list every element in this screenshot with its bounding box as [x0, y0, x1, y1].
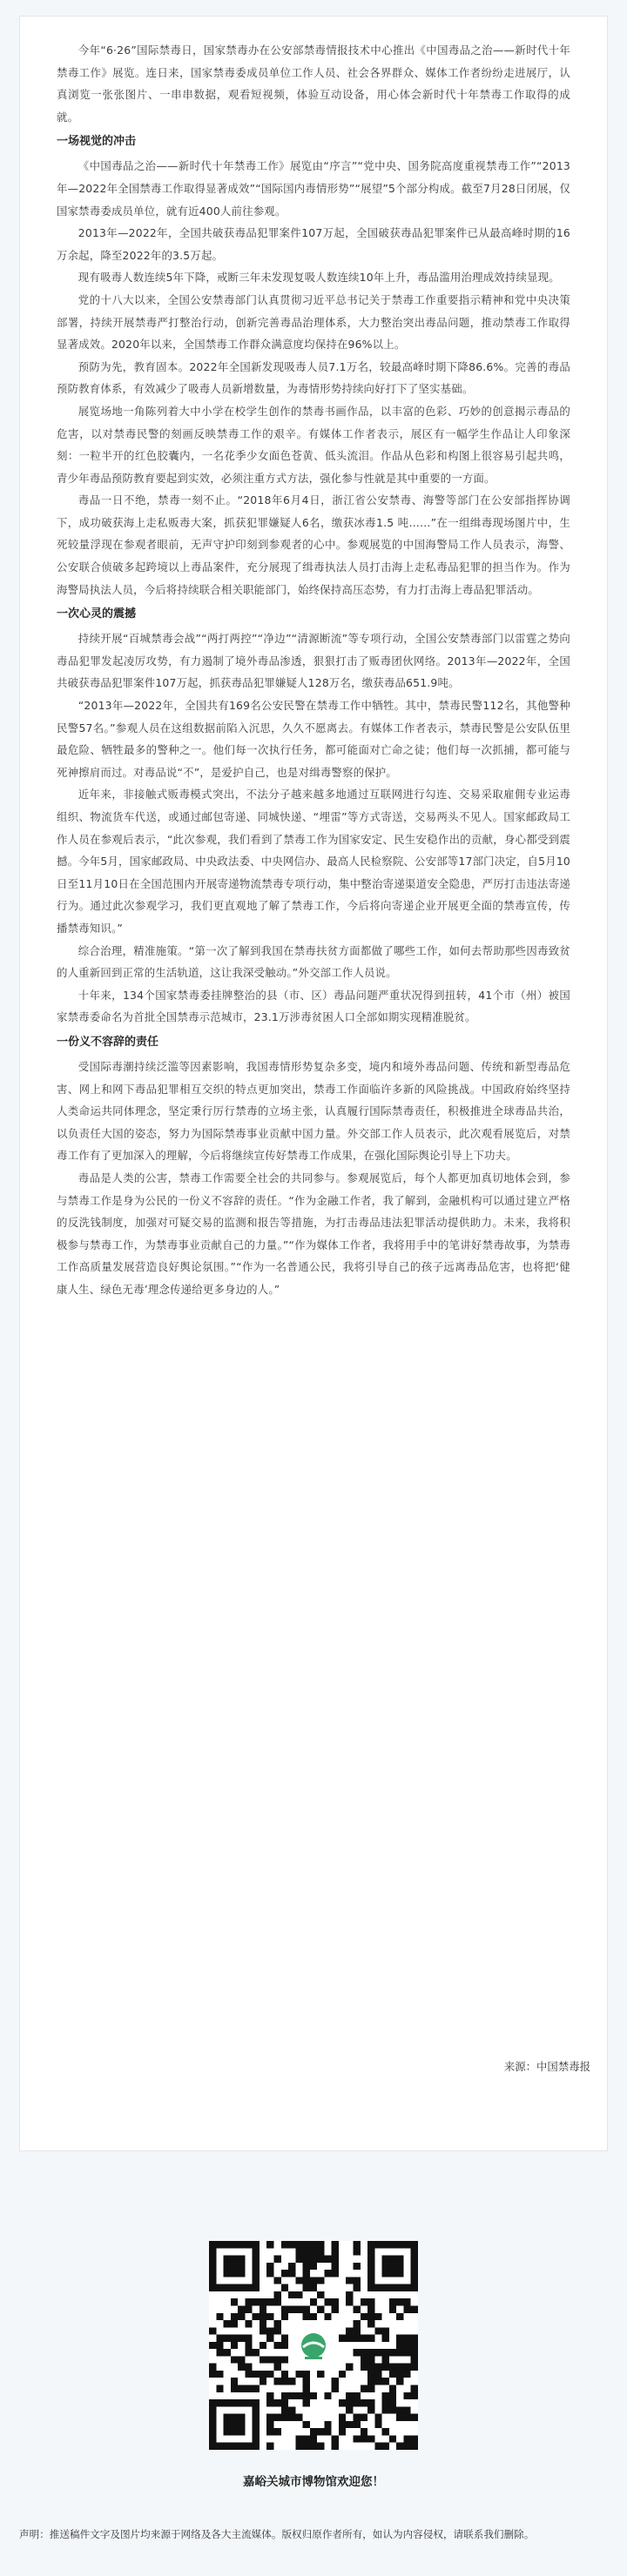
- museum-logo: [293, 2324, 334, 2366]
- article-paragraph: 综合治理，精准施策。“第一次了解到我国在禁毒扶贫方面都做了哪些工作，如何去帮助那些因毒致贫的人重新回到正常的生活轨道，这让我深受触动。”外交部工作人员说。: [57, 943, 570, 980]
- article-paragraph: 十年来，134个国家禁毒委挂牌整治的县（市、区）毒品问题严重状况得到扭转，41个市（州）被国家禁毒委命名为首批全国禁毒示范城市，23.1万涉毒贫困人口全部如期实现精准脱贫。: [57, 988, 570, 1024]
- article-paragraph: 《中国毒品之治——新时代十年禁毒工作》展览由“序言”“党中央、国务院高度重视禁毒工作”“2013年—2022年全国禁毒工作取得显著成效”“国际国内毒情形势”“展望”5个部分构成。截至7月28日闭展，仅国家禁毒委成员单位，就有近400人前往参观。: [57, 159, 570, 218]
- article-paragraph: 党的十八大以来，全国公安禁毒部门认真贯彻习近平总书记关于禁毒工作重要指示精神和党中央决策部署，持续开展禁毒严打整治行动，创新完善毒品治理体系，大力整治突出毒品问题，推动禁毒工作取得显著成效。2020年以来，全国禁毒工作群众满意度均保持在96%以上。: [57, 292, 570, 352]
- article-paragraph: 近年来，非接触式贩毒模式突出，不法分子越来越多地通过互联网进行勾连、交易采取雇佣专业运毒组织、物流货车代送，或通过邮包寄递、同城快递、“埋雷”等方式寄送，交易两头不见人。国家邮政局工作人员在参观后表示，“此次参观，我们看到了禁毒工作为国家安定、民生安稳作出的贡献，身心都受到震撼。今年5月，国家邮政局、中央政法委、中央网信办、最高人民检察院、公安部等17部门决定，自5月10日至11月10日在全国范围内开展寄递物流禁毒专项行动，集中整治寄递渠道安全隐患，严厉打击违法寄递行为。通过此次参观学习，我们更直观地了解了禁毒工作，今后将向寄递企业开展更全面的禁毒宣传，传播禁毒知识。”: [57, 788, 570, 935]
- article-paragraph: 今年“6·26”国际禁毒日，国家禁毒办在公安部禁毒情报技术中心推出《中国毒品之治——新时代十年禁毒工作》展览。连日来，国家禁毒委成员单位工作人员、社会各界群众、媒体工作者纷纷走进展厅，认真浏览一张张图片、一串串数据，观看短视频，体验互动设备，用心体会新时代十年禁毒工作取得的成就。: [57, 44, 570, 124]
- article-paragraph: “2013年—2022年，全国共有169名公安民警在禁毒工作中牺牲。其中，禁毒民警112名，其他警种民警57名。”参观人员在这组数据前陷入沉思，久久不愿离去。有媒体工作者表示，禁毒民警是公安队伍里最危险、牺牲最多的警种之一。他们每一次执行任务，都可能面对亡命之徒；他们每一次抓捕，都可能与死神擦肩而过。对毒品说“不”，是爱护自己，也是对缉毒警察的保护。: [57, 699, 570, 779]
- article-paragraph: 展览场地一角陈列着大中小学在校学生创作的禁毒书画作品，以丰富的色彩、巧妙的创意揭示毒品的危害，以对禁毒民警的刻画反映禁毒工作的艰辛。有媒体工作者表示，展区有一幅学生作品让人印象深刻：一粒半开的红色胶囊内，一名花季少女面色苍黄、低头流泪。作品从色彩和构图上很容易引起共鸣，青少年毒品预防教育要起到实效，必须注重方式方法，强化参与性就是其中重要的一方面。: [57, 404, 570, 485]
- section-heading: 一场视觉的冲击: [57, 135, 137, 149]
- section-heading: 一次心灵的震撼: [57, 607, 137, 621]
- article-paragraph: 2013年—2022年，全国共破获毒品犯罪案件107万起，全国破获毒品犯罪案件已从最高峰时期的16万余起，降至2022年的3.5万起。: [57, 226, 570, 262]
- section-heading: 一份义不容辞的责任: [57, 1035, 159, 1049]
- article-paragraph: 毒品一日不绝，禁毒一刻不止。“2018年6月4日，浙江省公安禁毒、海警等部门在公安部指挥协调下，成功破获海上走私贩毒大案，抓获犯罪嫌疑人6名，缴获冰毒1.5 吨……”在一组缉毒现场图片中，生死较量浮现在参观者眼前，无声守护印刻到参观者的心中。参观展览的中国海警局工作人员表示，海警、公安联合侦破多起跨境以上毒品案件，充分展现了缉毒执法人员打击海上走私毒品犯罪的担当作为。作为海警局执法人员，今后将持续联合相关职能部门，始终保持高压态势，有力打击海上毒品犯罪活动。: [57, 493, 570, 596]
- article-paragraph: 持续开展“百城禁毒会战”“两打两控”“净边”“清源断流”等专项行动，全国公安禁毒部门以雷霆之势向毒品犯罪发起凌厉攻势，有力遏制了境外毒品渗透，狠狠打击了贩毒团伙网络。2013年—2022年，全国共破获毒品犯罪案件107万起，抓获毒品犯罪嫌疑人128万名，缴获毒品651.9吨。: [57, 632, 570, 690]
- disclaimer: 声明：推送稿件文字及图片均来源于网络及各大主流媒体。版权归原作者所有，如认为内容侵权，请联系我们删除。: [19, 2528, 535, 2540]
- article-card: [19, 16, 608, 2151]
- qr-code: [209, 2241, 418, 2450]
- article-source: 来源：中国禁毒报: [503, 2060, 590, 2073]
- article-paragraph: 毒品是人类的公害，禁毒工作需要全社会的共同参与。参观展览后，每个人都更加真切地体会到，参与禁毒工作是身为公民的一份义不容辞的责任。“作为金融工作者，我了解到，金融机构可以通过建立严格的反洗钱制度，加强对可疑交易的监测和报告等措施，为打击毒品违法犯罪活动提供助力。未来，我将积极参与禁毒工作，为禁毒事业贡献自己的力量。”“作为媒体工作者，我将用手中的笔讲好禁毒故事，为禁毒工作高质量发展营造良好舆论氛围。”“作为一名普通公民，我将引导自己的孩子远离毒品危害，也将把‘健康人生、绿色无毒’理念传递给更多身边的人。”: [57, 1171, 570, 1296]
- article-paragraph: 现有吸毒人数连续5年下降，戒断三年未发现复吸人数连续10年上升，毒品滥用治理成效持续显现。: [78, 271, 560, 285]
- article-body: [57, 39, 570, 1300]
- qr-caption: 嘉峪关城市博物馆欢迎您！: [243, 2475, 384, 2489]
- article-paragraph: 受国际毒潮持续泛滥等因素影响，我国毒情形势复杂多变，境内和境外毒品问题、传统和新型毒品危害、网上和网下毒品犯罪相互交织的特点更加突出，禁毒工作面临许多新的风险挑战。中国政府始终坚持人类命运共同体理念，坚定秉行厉行禁毒的立场主张，认真履行国际禁毒责任，积极推进全球毒品共治，以负责任大国的姿态，努力为国际禁毒事业贡献中国力量。外交部工作人员表示，此次观看展览后，对禁毒工作有了更加深入的理解，今后将继续宣传好禁毒工作成果，在强化国际舆论引导上下功夫。: [57, 1059, 570, 1163]
- article-paragraph: 预防为先，教育固本。2022年全国新发现吸毒人员7.1万名，较最高峰时期下降86.6%。完善的毒品预防教育体系，有效减少了吸毒人员新增数量，为毒情形势持续向好打下了坚实基础。: [57, 359, 570, 396]
